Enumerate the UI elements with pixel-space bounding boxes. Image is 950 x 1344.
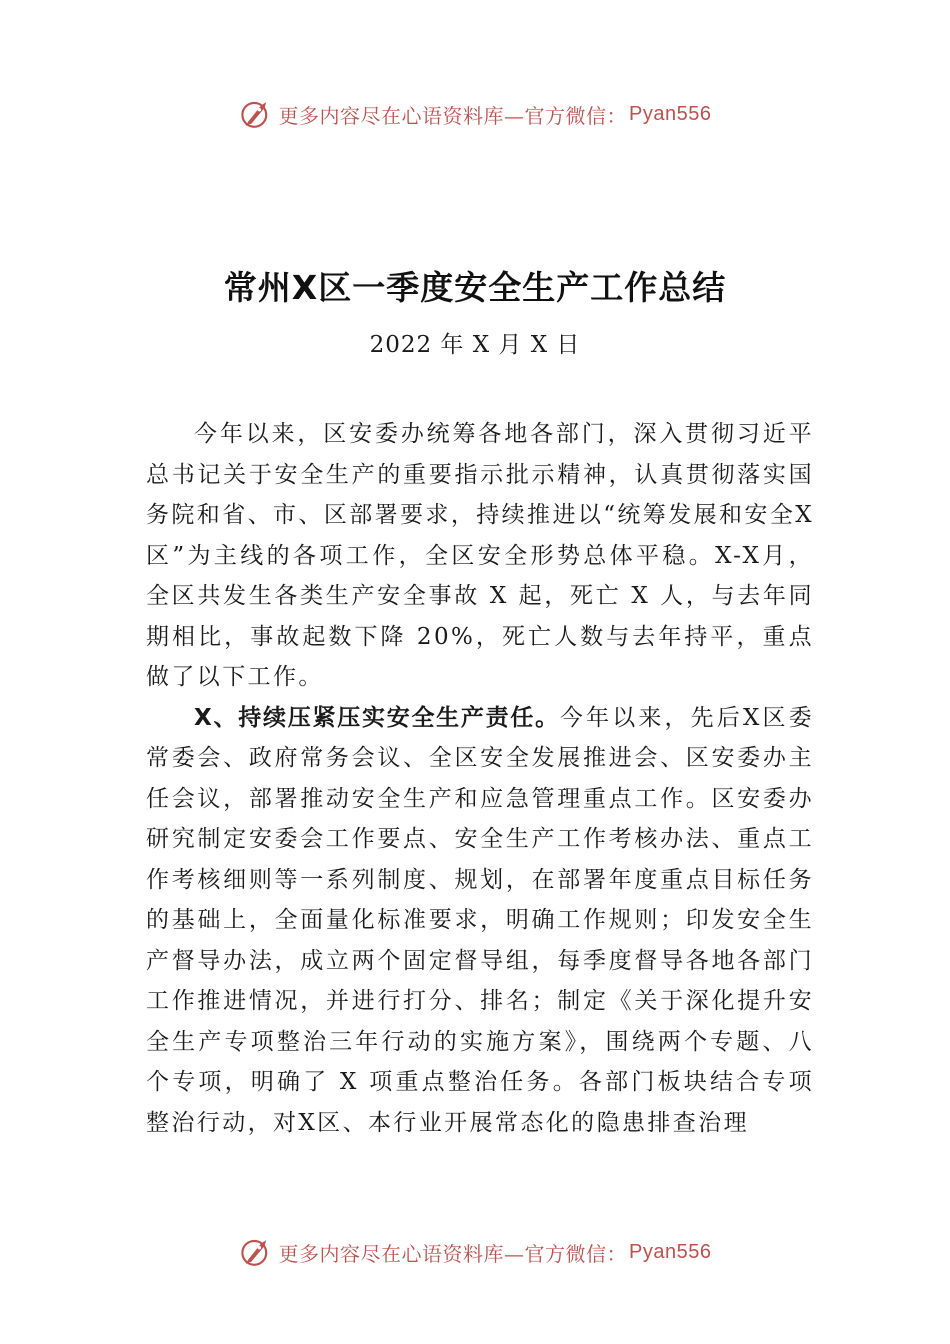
paragraph-intro-text: 今年以来，区安委办统筹各地各部门，深入贯彻习近平总书记关于安全生产的重要指示批示精神，认真贯彻落实国务院和省、市、区部署要求，持续推进以“统筹发展和安全X区”为主线的各项工作，全区安全形势总体平稳。X-X月，全区共发生各类生产安全事故 X 起，死亡 X 人，与去年同期相比，事故起数下降 20%，死亡人数与去年持平，重点做了以下工作。: [146, 421, 814, 690]
section-1-heading: X、持续压紧压实安全生产责任。: [194, 704, 560, 731]
watermark-text: 更多内容尽在心语资料库—官方微信：: [278, 1241, 628, 1266]
paragraph-intro: [146, 414, 814, 698]
watermark-account: Pyan556: [629, 102, 712, 125]
pen-nib-logo-icon: [239, 97, 273, 131]
watermark-text: 更多内容尽在心语资料库—官方微信：: [278, 103, 628, 128]
footer-watermark: [0, 1232, 950, 1272]
paragraph-section-1: [146, 698, 814, 1144]
section-1-text: 今年以来，先后X区委常委会、政府常务会议、全区安全发展推进会、区安委办主任会议，部署推动安全生产和应急管理重点工作。区安委办研究制定安委会工作要点、安全生产工作考核办法、重点工作考核细则等一系列制度、规划，在部署年度重点目标任务的基础上，全面量化标准要求，明确工作规则；印发安全生产督导办法，成立两个固定督导组，每季度督导各地各部门工作推进情况，并进行打分、排名；制定《关于深化提升安全生产专项整治三年行动的实施方案》，围绕两个专题、八个专项，明确了 X 项重点整治任务。各部门板块结合专项整治行动，对X区、本行业开展常态化的隐患排查治理: [146, 704, 815, 1136]
pen-nib-logo-icon: [239, 1235, 273, 1269]
document-date: 2022 年 X 月 X 日: [369, 332, 581, 358]
header-watermark: [0, 94, 950, 134]
document-body: [146, 414, 814, 1143]
watermark-account: Pyan556: [629, 1240, 712, 1263]
document-title: 常州X区一季度安全生产工作总结: [223, 268, 727, 307]
